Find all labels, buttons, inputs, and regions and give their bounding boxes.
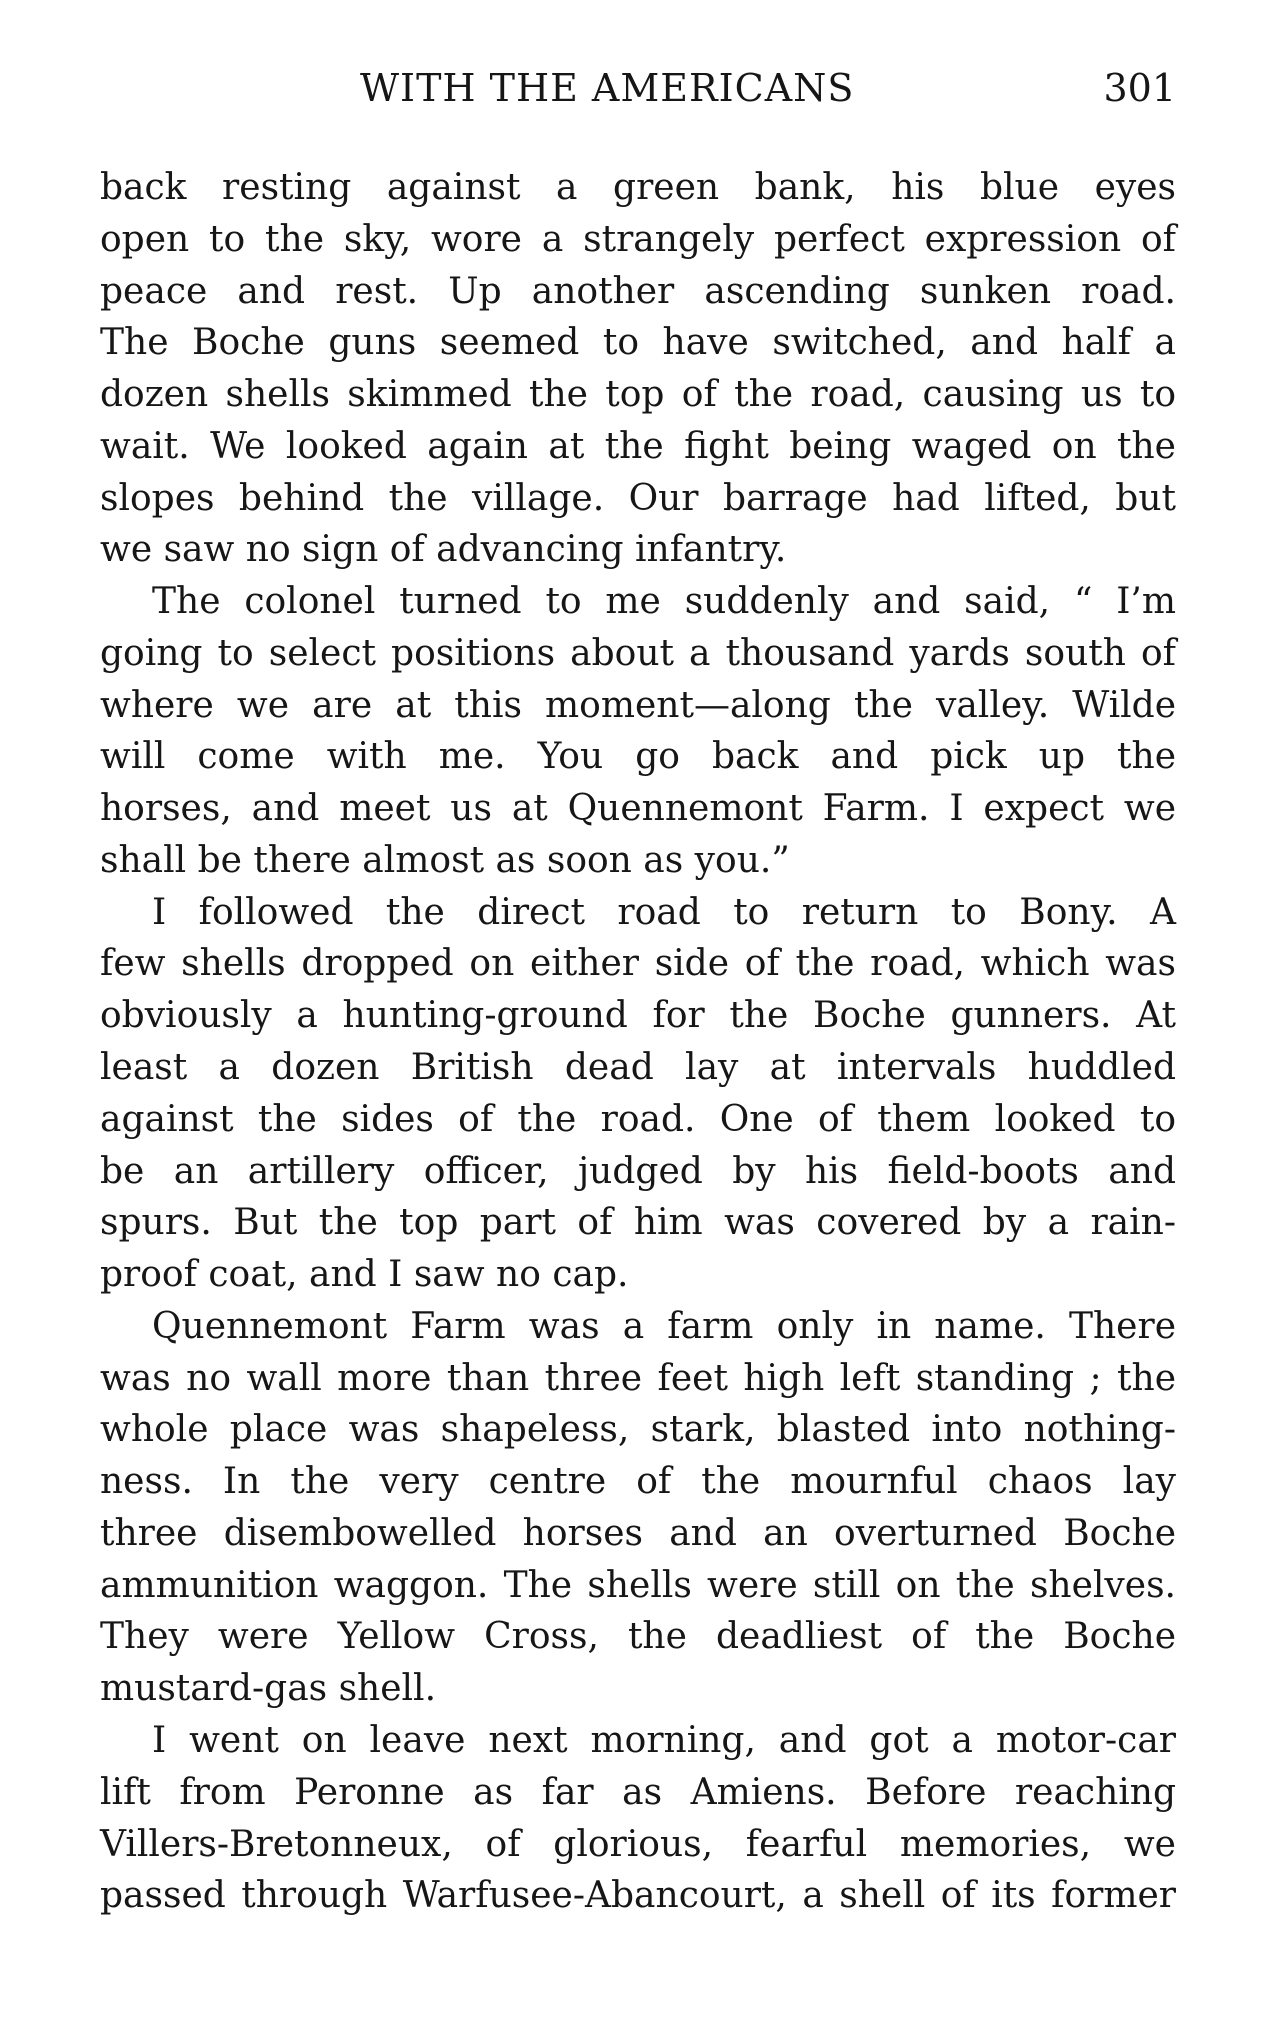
text-line: spurs. But the top part of him was covered by a rain- bbox=[100, 1202, 1176, 1244]
text-line: They were Yellow Cross, the deadliest of the Boche bbox=[100, 1616, 1176, 1658]
text-line: I followed the direct road to return to Bony. A bbox=[152, 891, 1176, 933]
text-line: dozen shells skimmed the top of the road, causing us to bbox=[100, 374, 1176, 416]
text-line: going to select positions about a thousand yards south of bbox=[100, 632, 1176, 674]
text-line: mustard-gas shell. bbox=[100, 1668, 437, 1710]
text-line: was no wall more than three feet high left standing ; the bbox=[100, 1357, 1176, 1399]
text-line: will come with me. You go back and pick up the bbox=[100, 736, 1176, 778]
text-line: wait. We looked again at the fight being waged on the bbox=[100, 425, 1176, 467]
text-line: open to the sky, wore a strangely perfect expression of bbox=[100, 218, 1176, 260]
running-title: WITH THE AMERICANS bbox=[360, 66, 855, 110]
text-line: The colonel turned to me suddenly and said, “ I’m bbox=[152, 581, 1176, 623]
text-line: slopes behind the village. Our barrage had lifted, but bbox=[100, 477, 1176, 519]
text-line: three disembowelled horses and an overturned Boche bbox=[100, 1512, 1176, 1554]
text-line: shall be there almost as soon as you.” bbox=[100, 839, 790, 881]
text-line: least a dozen British dead lay at intervals huddled bbox=[100, 1047, 1176, 1089]
text-line: horses, and meet us at Quennemont Farm. I expect we bbox=[100, 788, 1176, 830]
text-line: where we are at this moment—along the valley. Wilde bbox=[100, 684, 1176, 726]
text-line: few shells dropped on either side of the road, which was bbox=[100, 943, 1176, 985]
text-line: The Boche guns seemed to have switched, and half a bbox=[100, 322, 1176, 364]
body-text bbox=[100, 162, 1176, 1922]
text-line: be an artillery officer, judged by his field-boots and bbox=[100, 1150, 1176, 1192]
text-line: whole place was shapeless, stark, blasted into nothing- bbox=[100, 1409, 1176, 1451]
text-line: obviously a hunting-ground for the Boche gunners. At bbox=[100, 995, 1176, 1037]
text-line: Quennemont Farm was a farm only in name. There bbox=[152, 1305, 1176, 1347]
text-line: proof coat, and I saw no cap. bbox=[100, 1254, 629, 1296]
text-line: ammunition waggon. The shells were still on the shelves. bbox=[100, 1564, 1176, 1606]
page-number: 301 bbox=[1103, 66, 1176, 110]
text-line: ness. In the very centre of the mournful chaos lay bbox=[100, 1461, 1176, 1503]
text-line: passed through Warfusee-Abancourt, a shell of its former bbox=[100, 1875, 1176, 1917]
text-line: lift from Peronne as far as Amiens. Before reaching bbox=[100, 1771, 1176, 1813]
running-head bbox=[100, 58, 1176, 118]
text-line: against the sides of the road. One of them looked to bbox=[100, 1098, 1176, 1140]
text-line: Villers-Bretonneux, of glorious, fearful memories, we bbox=[100, 1823, 1176, 1865]
text-line: peace and rest. Up another ascending sunken road. bbox=[100, 270, 1176, 312]
text-line: back resting against a green bank, his blue eyes bbox=[100, 167, 1176, 208]
text-line: I went on leave next morning, and got a motor-car bbox=[152, 1719, 1176, 1761]
text-line: we saw no sign of advancing infantry. bbox=[100, 529, 787, 571]
